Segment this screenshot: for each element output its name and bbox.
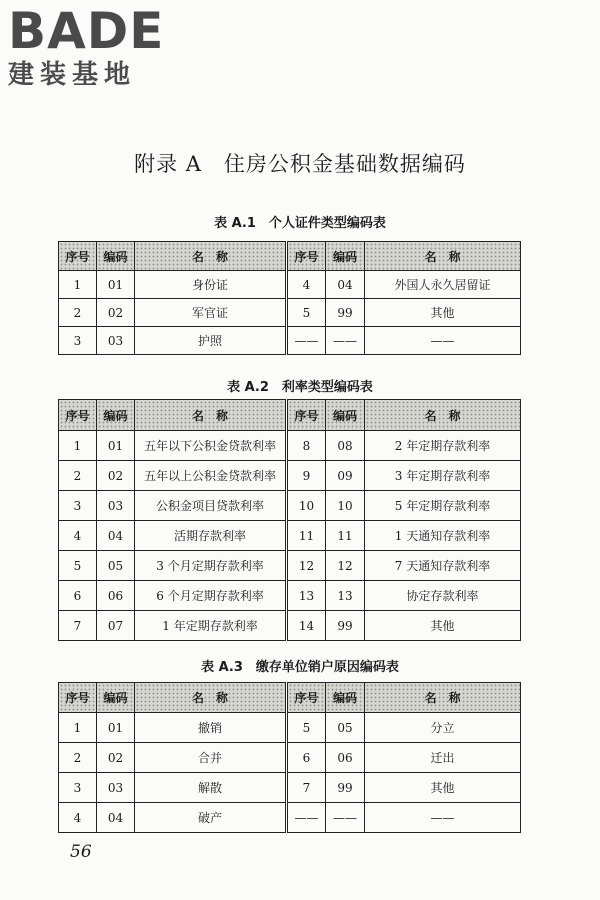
table-cell: 五年以下公积金贷款利率 (135, 431, 287, 461)
header-cell: 名 称 (365, 400, 521, 431)
table-cell: 5 (287, 713, 326, 743)
table-cell: 01 (97, 271, 135, 299)
table-cell: 07 (97, 611, 135, 641)
table-cell: 99 (326, 773, 365, 803)
table-row (59, 611, 521, 641)
table-cell: 09 (326, 461, 365, 491)
logo-brand-text (8, 2, 188, 60)
table-cell: 99 (326, 299, 365, 327)
table-cell: 13 (326, 581, 365, 611)
table-cell: 01 (97, 713, 135, 743)
appendix-title: 附录 A 住房公积金基础数据编码 (134, 152, 466, 176)
table-cell: 外国人永久居留证 (365, 271, 521, 299)
header-cell: 名 称 (135, 242, 287, 271)
header-cell: 序号 (287, 683, 326, 713)
table-cell: 4 (287, 271, 326, 299)
table-cell: 5 年定期存款利率 (365, 491, 521, 521)
table-row (59, 271, 521, 299)
header-cell: 编码 (326, 683, 365, 713)
table-row (59, 491, 521, 521)
table-cell: —— (287, 803, 326, 833)
table-cell: 2 年定期存款利率 (365, 431, 521, 461)
table-a2-title: 表 A.2 利率类型编码表 (227, 380, 373, 395)
table-cell: 其他 (365, 299, 521, 327)
table-cell: 08 (326, 431, 365, 461)
table-cell: 1 (59, 271, 97, 299)
table-cell: 04 (326, 271, 365, 299)
table-cell: 7 天通知存款利率 (365, 551, 521, 581)
table-cell: 14 (287, 611, 326, 641)
table-cell: 2 (59, 743, 97, 773)
table-row (59, 713, 521, 743)
table-row (59, 327, 521, 355)
table-cell: 1 (59, 713, 97, 743)
header-cell: 编码 (97, 400, 135, 431)
table-a3-account-closure-reason-codes (58, 682, 521, 833)
table-cell: 11 (287, 521, 326, 551)
table-row (59, 773, 521, 803)
table-cell: 解散 (135, 773, 287, 803)
table-a1-title: 表 A.1 个人证件类型编码表 (214, 216, 386, 231)
table-row (59, 521, 521, 551)
table-a2-interest-rate-codes (58, 399, 521, 641)
table-row (59, 551, 521, 581)
table-cell: 05 (97, 551, 135, 581)
table-cell: 02 (97, 299, 135, 327)
table-cell: 8 (287, 431, 326, 461)
table-cell: 04 (97, 803, 135, 833)
table-cell: 03 (97, 773, 135, 803)
table-cell: 99 (326, 611, 365, 641)
header-cell: 序号 (59, 242, 97, 271)
header-cell: 编码 (97, 683, 135, 713)
page-number: 56 (70, 842, 92, 862)
table-row (59, 461, 521, 491)
header-cell: 序号 (59, 400, 97, 431)
table-cell: 12 (287, 551, 326, 581)
table-cell: 2 (59, 461, 97, 491)
table-cell: 迁出 (365, 743, 521, 773)
table-cell: 05 (326, 713, 365, 743)
table-cell: 身份证 (135, 271, 287, 299)
table-cell: 其他 (365, 773, 521, 803)
table-cell: 9 (287, 461, 326, 491)
table-row (59, 743, 521, 773)
table-a1-id-type-codes (58, 241, 521, 355)
table-cell: —— (326, 327, 365, 355)
table-cell: 02 (97, 743, 135, 773)
table-cell: —— (326, 803, 365, 833)
table-row (59, 803, 521, 833)
table-header-row (59, 400, 521, 431)
table-cell: 13 (287, 581, 326, 611)
table-cell: —— (365, 327, 521, 355)
table-cell: 活期存款利率 (135, 521, 287, 551)
table-cell: 7 (59, 611, 97, 641)
table-cell: 破产 (135, 803, 287, 833)
header-cell: 名 称 (365, 242, 521, 271)
header-cell: 序号 (287, 400, 326, 431)
table-cell: 06 (97, 581, 135, 611)
table-cell: 其他 (365, 611, 521, 641)
table-header-row (59, 242, 521, 271)
table-cell: 协定存款利率 (365, 581, 521, 611)
table-cell: 6 (59, 581, 97, 611)
header-cell: 名 称 (365, 683, 521, 713)
table-cell: —— (365, 803, 521, 833)
table-cell: 4 (59, 803, 97, 833)
table-cell: 12 (326, 551, 365, 581)
table-a3-title: 表 A.3 缴存单位销户原因编码表 (201, 660, 399, 675)
table-cell: 02 (97, 461, 135, 491)
table-cell: 3 (59, 327, 97, 355)
header-cell: 序号 (287, 242, 326, 271)
table-cell: 2 (59, 299, 97, 327)
table-cell: 分立 (365, 713, 521, 743)
table-cell: 06 (326, 743, 365, 773)
header-cell: 编码 (97, 242, 135, 271)
table-cell: 10 (287, 491, 326, 521)
table-header-row (59, 683, 521, 713)
table-cell: —— (287, 327, 326, 355)
table-cell: 5 (59, 551, 97, 581)
table-cell: 撤销 (135, 713, 287, 743)
table-cell: 5 (287, 299, 326, 327)
table-cell: 护照 (135, 327, 287, 355)
header-cell: 名 称 (135, 683, 287, 713)
table-cell: 11 (326, 521, 365, 551)
table-cell: 公积金项目贷款利率 (135, 491, 287, 521)
table-cell: 7 (287, 773, 326, 803)
header-cell: 名 称 (135, 400, 287, 431)
table-cell: 3 (59, 773, 97, 803)
table-cell: 1 年定期存款利率 (135, 611, 287, 641)
header-cell: 编码 (326, 400, 365, 431)
table-cell: 军官证 (135, 299, 287, 327)
table-row (59, 431, 521, 461)
table-cell: 3 个月定期存款利率 (135, 551, 287, 581)
table-cell: 合并 (135, 743, 287, 773)
table-cell: 04 (97, 521, 135, 551)
logo-brand-text-value: BADE (8, 2, 165, 60)
header-cell: 序号 (59, 683, 97, 713)
table-cell: 五年以上公积金贷款利率 (135, 461, 287, 491)
bade-logo (8, 2, 188, 90)
table-cell: 6 (287, 743, 326, 773)
table-cell: 01 (97, 431, 135, 461)
table-cell: 03 (97, 491, 135, 521)
table-cell: 1 天通知存款利率 (365, 521, 521, 551)
logo-brand-cn: 建装基地 (8, 60, 137, 90)
table-cell: 03 (97, 327, 135, 355)
header-cell: 编码 (326, 242, 365, 271)
table-cell: 6 个月定期存款利率 (135, 581, 287, 611)
table-cell: 1 (59, 431, 97, 461)
logo-wordmark (8, 2, 164, 60)
table-cell: 4 (59, 521, 97, 551)
table-cell: 3 (59, 491, 97, 521)
table-cell: 3 年定期存款利率 (365, 461, 521, 491)
table-row (59, 299, 521, 327)
table-cell: 10 (326, 491, 365, 521)
table-row (59, 581, 521, 611)
